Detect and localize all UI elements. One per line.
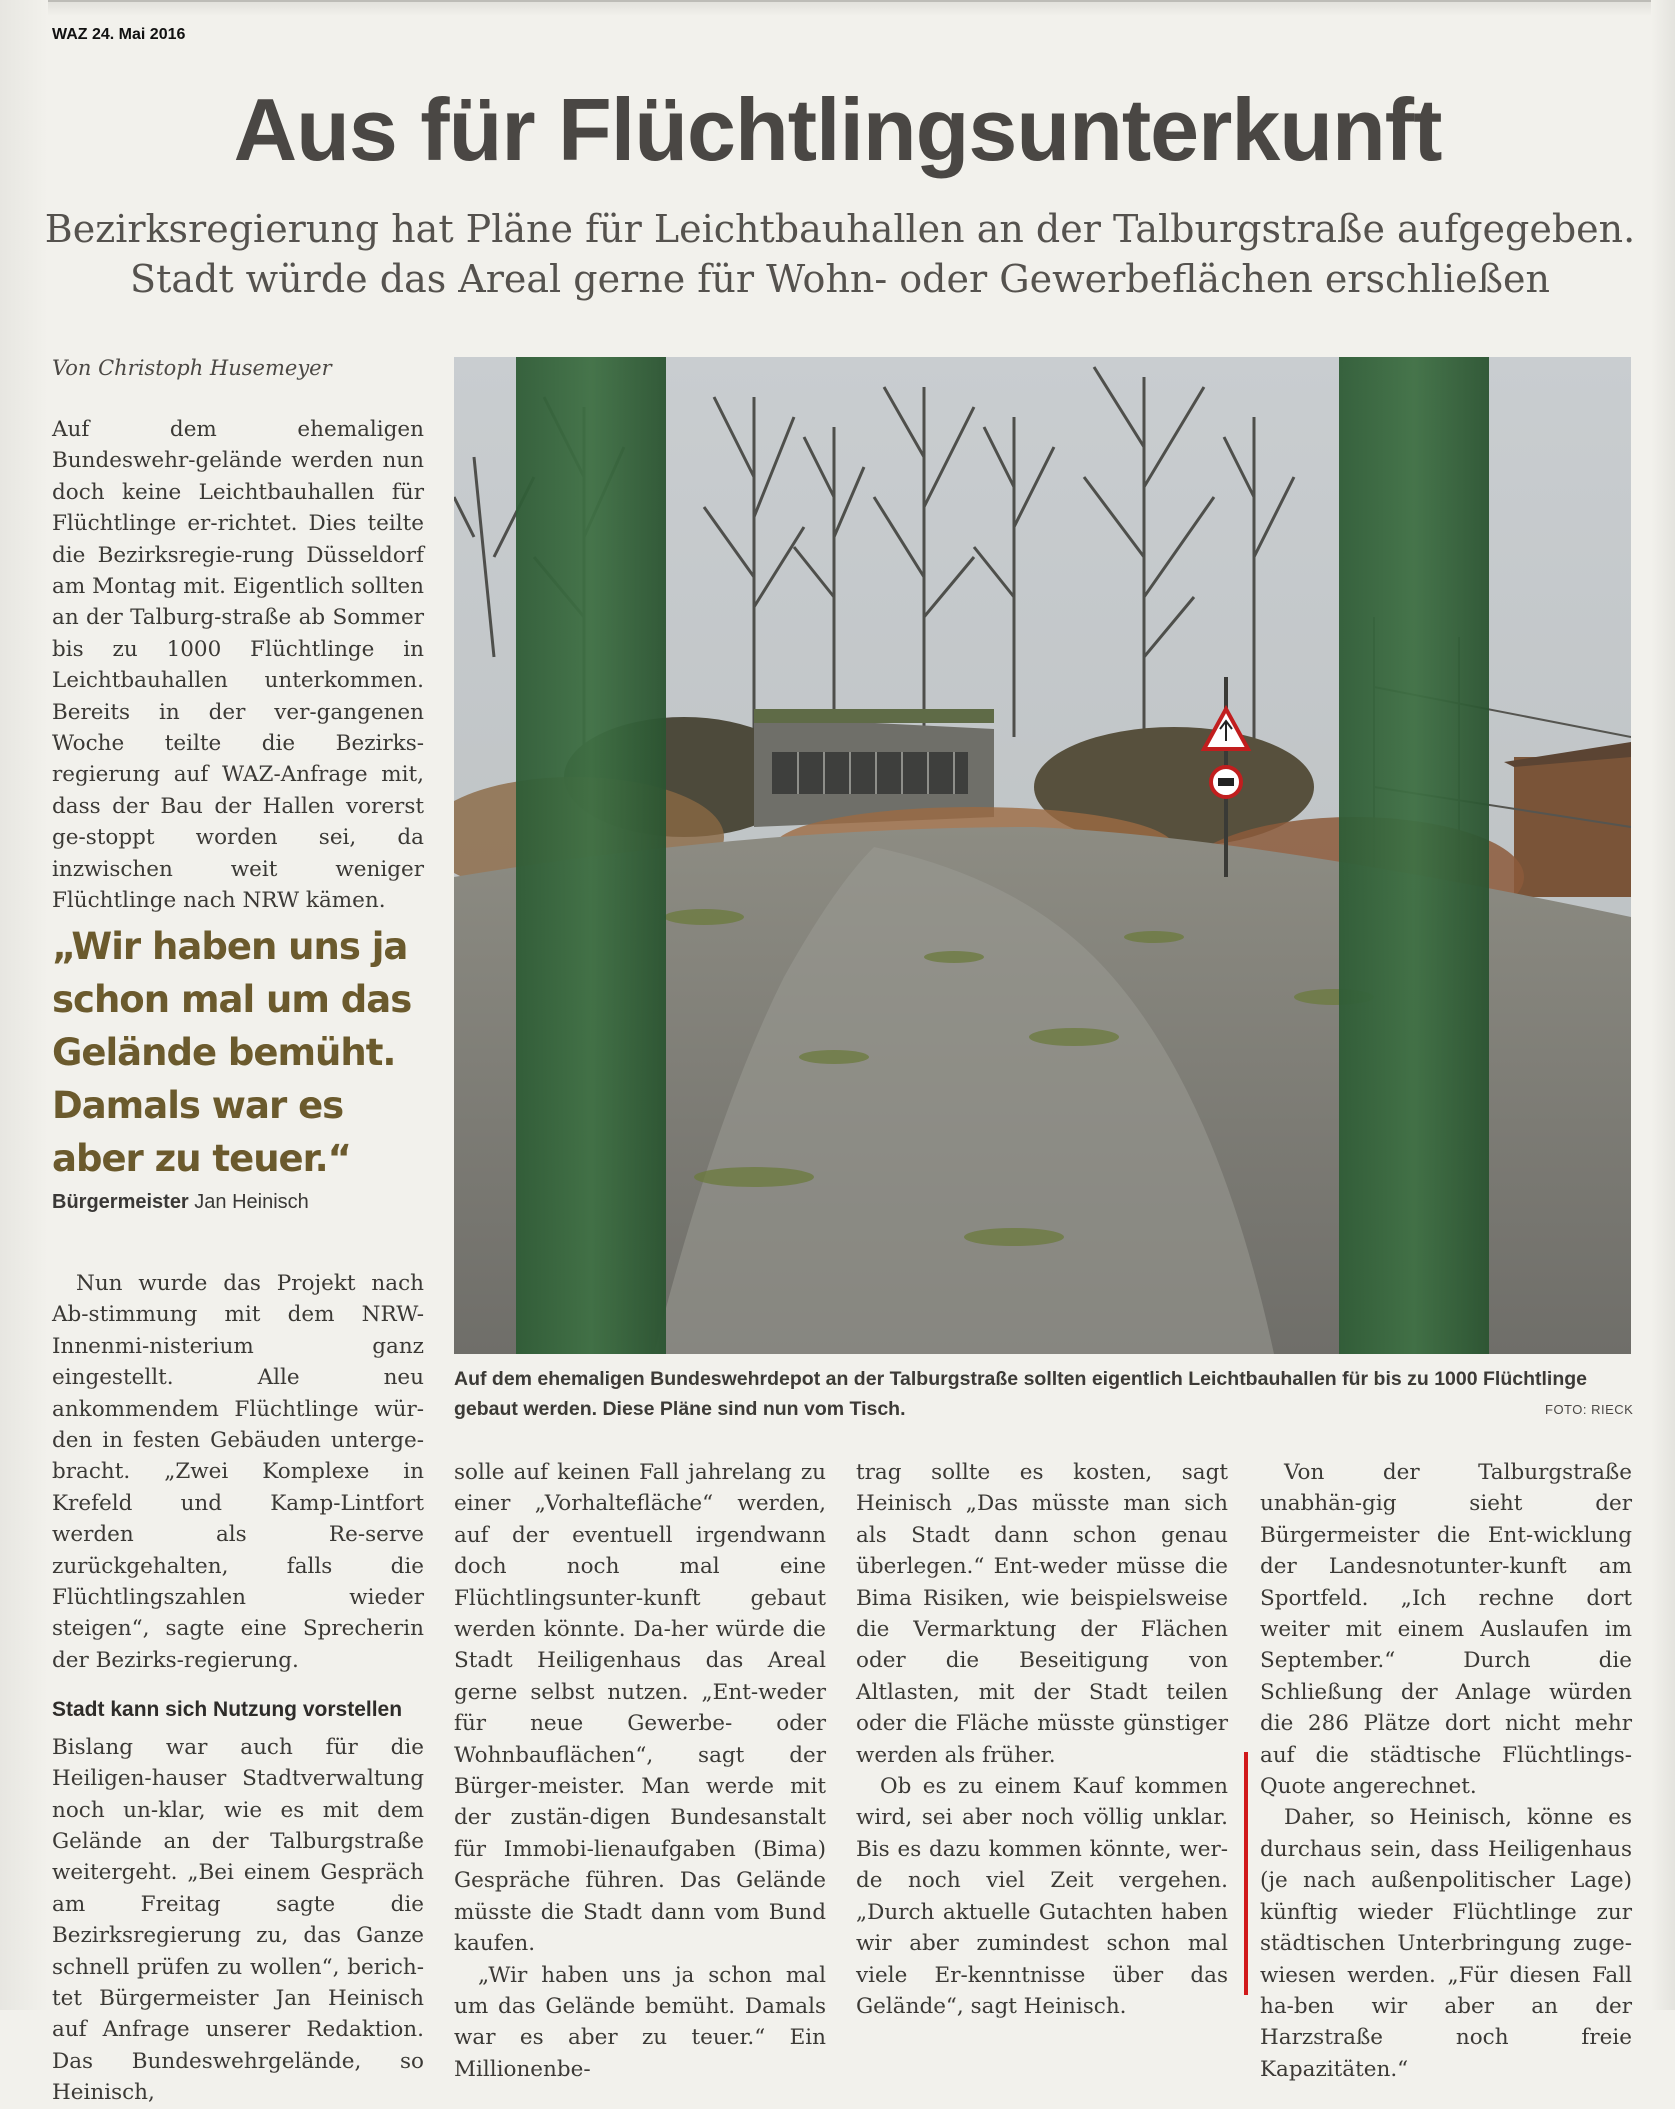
photo-credit: FOTO: RIECK: [1545, 1402, 1634, 1417]
quote-role: Bürgermeister: [52, 1191, 189, 1213]
red-marker-line: [1244, 1752, 1248, 1995]
body-paragraph: Daher, so Heinisch, könne es durchaus sein, dass Heiligenhaus (je nach außenpolitischer Lage) künftig wieder Flüchtlinge zur städtischen Unterbringung zuge-wiesen werden. „Für diesen Fall ha-ben wir aber an der Harzstraße noch freie Kapazitäten.“: [1260, 1805, 1632, 2082]
pull-quote-text: „Wir haben uns ja schon mal um das Gelände bemüht. Damals war es aber zu teuer.“: [52, 925, 412, 1180]
article-column-3: [856, 1457, 1228, 2022]
speed-limit-sign-icon: [1211, 767, 1241, 797]
pull-quote: [52, 920, 442, 1214]
article-column-4: [1260, 1457, 1632, 2085]
byline: Von Christoph Husemeyer: [52, 356, 332, 380]
source-label: WAZ 24. Mai 2016: [52, 26, 186, 43]
body-paragraph: Bislang war auch für die Heiligen-hauser Stadtverwaltung noch un-klar, wie es mit dem Gelände an der Talburgstraße weitergeht. „Bei einem Gespräch am Freitag sagte die Bezirksregierung zu, das Ganze schnell prüfen zu wollen“, berich-tet Bürgermeister Jan Heinisch auf Anfrage unserer Redaktion. Das Bundeswehrgelände, so Heinisch,: [52, 1734, 424, 2106]
body-paragraph: solle auf keinen Fall jahrelang zu einer „Vorhaltefläche“ werden, auf der eventuell irgendwann doch noch mal eine Flüchtlingsunter-kunft gebaut werden könnte. Da-her würde die Stadt Heiligenhaus das Areal gerne selbst nutzen. „Ent-weder für neue Gewerbe- oder Wohnbauflächen“, sagt der Bürger-meister. Man werde mit der zustän-digen Bundesanstalt für Immobi-lienaufgaben (Bima) Gespräche führen. Das Gelände müsste die Stadt dann vom Bund kaufen.: [454, 1460, 826, 1957]
photo-caption: Auf dem ehemaligen Bundeswehrdepot an der Talburgstraße sollten eigentlich Leichtbauhallen für bis zu 1000 Flüchtlinge gebaut werden. Diese Pläne sind nun vom Tisch.: [454, 1368, 1587, 1420]
subhead-line-1: Bezirksregierung hat Pläne für Leichtbauhallen an der Talburgstraße aufgegeben.: [44, 207, 1636, 251]
article-column-1-bottom: [52, 1268, 424, 2109]
page-edge-right: [1651, 0, 1675, 2010]
headline: Aus für Flüchtlingsunterkunft: [233, 80, 1442, 179]
body-paragraph: Nun wurde das Projekt nach Ab-stimmung mit dem NRW-Innenmi-nisterium ganz eingestellt. Alle neu ankommendem Flüchtlinge wür-den in festen Gebäuden unterge-bracht. „Zwei Komplexe in Krefeld und Kamp-Lintfort werden als Re-serve zurückgehalten, falls die Flüchtlingszahlen wieder steigen“, sagte eine Sprecherin der Bezirks-regierung.: [52, 1271, 424, 1673]
photo-scene: [454, 357, 1631, 1354]
body-paragraph: Von der Talburgstraße unabhän-gig sieht der Bürgermeister die Ent-wicklung der Landesnotunter-kunft am Sportfeld. „Ich rechne dort weiter mit einem Auslaufen im September.“ Durch die Schließung der Anlage würden die 286 Plätze dort nicht mehr auf die städtische Flüchtlings-Quote angerechnet.: [1260, 1460, 1632, 1800]
body-paragraph: „Wir haben uns ja schon mal um das Gelände bemüht. Damals war es aber zu teuer.“ Ein Millionenbe-: [454, 1962, 826, 2082]
pull-quote-attribution: [52, 1191, 442, 1214]
article-column-2: [454, 1457, 826, 2085]
article-column-1-top: [52, 414, 424, 917]
body-paragraph: Ob es zu einem Kauf kommen wird, sei aber noch völlig unklar. Bis es dazu kommen könnte, wer-de noch viel Zeit vergehen. „Durch aktuelle Gutachten haben wir aber zumindest schon mal viele Er-kenntnisse über das Gelände“, sagt Heinisch.: [856, 1774, 1228, 2019]
body-paragraph: trag sollte es kosten, sagt Heinisch „Das müsste man sich als Stadt dann schon genau überlegen.“ Ent-weder müsse die Bima Risiken, wie beispielsweise die Vermarktung der Flächen oder die Beseitigung von Altlasten, mit der Stadt teilen oder die Fläche müsste günstiger werden als früher.: [856, 1460, 1228, 1768]
page-edge-top: [0, 0, 1675, 16]
intro-paragraph: Auf dem ehemaligen Bundeswehr-gelände werden nun doch keine Leichtbauhallen für Flüchtlinge er-richtet. Dies teilte die Bezirksregie-rung Düsseldorf am Montag mit. Eigentlich sollten an der Talburg-straße ab Sommer bis zu 1000 Flüchtlinge in Leichtbauhallen unterkommen. Bereits in der ver-gangenen Woche teilte die Bezirks-regierung auf WAZ-Anfrage mit, dass der Bau der Hallen vorerst ge-stoppt worden sei, da inzwischen weit weniger Flüchtlinge nach NRW kämen.: [52, 417, 424, 914]
subhead-line-2: Stadt würde das Areal gerne für Wohn- oder Gewerbeflächen erschließen: [130, 257, 1550, 301]
quote-name: Jan Heinisch: [194, 1191, 309, 1213]
subheadline: [40, 204, 1640, 304]
article-photo: [454, 357, 1631, 1354]
section-subheading: Stadt kann sich Nutzung vorstellen: [52, 1698, 403, 1722]
